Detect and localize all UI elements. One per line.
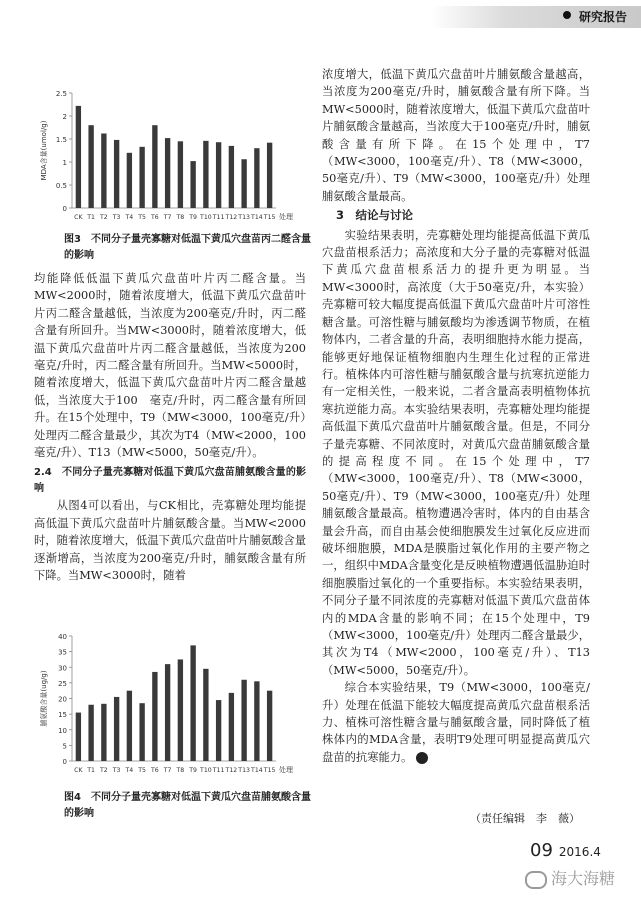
- left-paragraph-2: 从图4可以看出，与CK相比，壳寡糖处理均能提高低温下黄瓜穴盘苗叶片脯氨酸含量。当MW<2000时，随着浓度增大，低温下黄瓜穴盘苗叶片脯氨酸含量逐渐增高，当浓度为200毫克/升时，脯氨酸含量有所下降。当MW<3000时，随着: [34, 499, 306, 583]
- right-paragraph-1: 浓度增大，低温下黄瓜穴盘苗叶片脯氨酸含量越高，当浓度为200毫克/升时，脯氨酸含量有所下降。当MW<5000时，随着浓度增大，低温下黄瓜穴盘苗叶片脯氨酸含量越高，当浓度大于100毫克/升时，脯氨酸含量有所下降。在15个处理中，T7（MW<3000，100毫克/升）、T8（MW<3000，50毫克/升）、T9（MW<3000，100毫克/升）处理脯氨酸含量最高。: [322, 68, 590, 203]
- left-paragraph-1: 均能降低低温下黄瓜穴盘苗叶片丙二醛含量。当MW<2000时，随着浓度增大，低温下黄瓜穴盘苗叶片丙二醛含量越低，当浓度为200毫克/升时，丙二醛含量有所回升。当MW<3000时，随着浓度增大，低温下黄瓜穴盘苗叶片丙二醛含量越低，当浓度为200 毫克/升时，丙二醛含量有所回升。当MW<5000时，随着浓度增大，低温下黄瓜穴盘苗叶片丙二醛含量越低，当浓度大于100 毫克/升时，丙二醛含量有所回升。在15个处理中，T9（MW<3000，100毫克/升）处理丙二醛含量最少，其次为T4（MW<2000，100毫克/升）、T13（MW<5000，50毫克/升）。: [34, 272, 318, 460]
- fig3-x-tick-label: T2: [100, 214, 108, 221]
- fig4-y-tick-label: 35: [58, 648, 67, 657]
- fig4-x-tick-label: T5: [138, 767, 146, 774]
- header-bullet-icon: [563, 11, 571, 19]
- fig3-bar-T3: [114, 140, 119, 208]
- fig3-x-axis-label: 处理: [279, 213, 293, 221]
- fig3-x-tick-label: T13: [238, 214, 250, 221]
- figure-3: [34, 85, 304, 234]
- watermark: [525, 866, 615, 889]
- page-footer: [530, 840, 601, 861]
- fig3-bar-T12: [229, 146, 234, 208]
- fig3-x-tick-label: T1: [87, 214, 95, 221]
- fig3-x-tick-label: CK: [74, 214, 83, 221]
- fig4-x-tick-label: T4: [125, 767, 134, 774]
- fig4-bar-T12: [229, 693, 234, 761]
- fig3-y-axis-label: MDA含量(umol/g): [40, 120, 48, 181]
- fig4-y-tick-label: 30: [58, 664, 67, 673]
- fig4-bar-T7: [165, 664, 170, 761]
- fig4-bar-T15: [267, 691, 272, 761]
- figure-3-chart: [34, 85, 304, 230]
- fig4-x-tick-label: T15: [263, 767, 276, 774]
- fig4-y-tick-label: 10: [58, 726, 67, 735]
- fig3-y-tick-label: 2: [62, 113, 67, 121]
- fig4-x-tick-label: T7: [163, 767, 172, 774]
- fig4-y-tick-label: 20: [58, 695, 67, 704]
- fig4-x-tick-label: T11: [212, 767, 225, 774]
- figure-4-caption: [64, 790, 314, 822]
- fig4-y-tick-label: 0: [62, 758, 67, 766]
- fig4-x-tick-label: CK: [74, 767, 83, 774]
- fig3-bar-CK: [76, 106, 81, 208]
- fig3-x-tick-label: T9: [189, 214, 197, 221]
- fig4-bar-T8: [178, 659, 183, 761]
- fig4-bar-T5: [139, 703, 144, 761]
- fig3-bar-T9: [190, 161, 195, 208]
- fig3-x-tick-label: T7: [163, 214, 172, 221]
- fig4-bar-T9: [190, 645, 195, 761]
- right-column: [322, 66, 590, 766]
- fig4-y-tick-label: 15: [58, 711, 67, 720]
- fig4-x-tick-label: T14: [251, 767, 263, 774]
- issue-date: 2016.4: [558, 845, 601, 859]
- end-mark-icon: N: [416, 752, 428, 764]
- fig3-x-tick-label: T10: [200, 214, 212, 221]
- fig3-bar-T2: [101, 133, 106, 208]
- fig3-x-tick-label: T11: [212, 214, 225, 221]
- fig4-x-tick-label: T12: [225, 767, 238, 774]
- fig3-y-tick-label: 0.5: [55, 182, 67, 190]
- fig4-bar-T3: [114, 697, 119, 761]
- figure-3-number: 图3: [64, 234, 81, 245]
- right-paragraph-3-text: 综合本实验结果，T9（MW<3000，100毫克/升）处理在低温下能较大幅度提高黄瓜穴盘苗根系活力、植株可溶性糖含量与脯氨酸含量，同时降低了植株体内的MDA含量，表明T9处理可明显提高黄瓜穴盘苗的抗寒能力。: [322, 681, 590, 764]
- fig4-x-tick-label: T10: [200, 767, 212, 774]
- fig3-x-tick-label: T3: [112, 214, 121, 221]
- fig3-x-tick-label: T4: [125, 214, 134, 221]
- page-number: 09: [530, 840, 553, 861]
- fig3-bar-T4: [127, 153, 132, 208]
- right-paragraph-2: 实验结果表明，壳寡糖处理均能提高低温下黄瓜穴盘苗根系活力；高浓度和大分子量的壳寡糖对低温下黄瓜穴盘苗根系活力的提升更为明显。当MW<3000时，高浓度（大于50毫克/升，本实验）壳寡糖可较大幅度提高低温下黄瓜穴盘苗叶片可溶性糖含量。可溶性糖与脯氨酸均为渗透调节物质，在植物体内，二者含量的升高，表明细胞持水能力提高，能够更好地保证植物细胞内生理生化过程的正常进行。植株体内可溶性糖与脯氨酸含量与抗寒抗逆能力有一定相关性，一般来说，二者含量高表明植物体抗寒抗逆能力高。本实验结果表明，壳寡糖处理均能提高低温下黄瓜穴盘苗叶片脯氨酸含量。但是，不同分子量壳寡糖、不同浓度时，对黄瓜穴盘苗脯氨酸含量的提高程度不同。在15个处理中，T7（MW<3000，100毫克/升）、T8（MW<3000，50毫克/升）、T9（MW<3000，100毫克/升）处理脯氨酸含量最高。植物遭遇冷害时，体内的自由基含量会升高，而自由基会使细胞膜发生过氧化反应进而破坏细胞膜，MDA是膜脂过氧化作用的主要产物之一，组织中MDA含量变化是反映植物遭遇低温胁迫时细胞膜脂过氧化的一个重要指标。本实验结果表明，不同分子量不同浓度的壳寡糖对低温下黄瓜穴盘苗体内的MDA含量的影响不同；在15个处理中，T9（MW<3000，100毫克/升）处理丙二醛含量最少，其次为T4（MW<2000，100毫克/升）、T13（MW<5000，50毫克/升）。: [322, 228, 590, 677]
- fig3-bar-T6: [152, 125, 157, 208]
- fig3-x-tick-label: T14: [251, 214, 263, 221]
- left-column: [34, 270, 318, 585]
- fig4-x-tick-label: T13: [238, 767, 250, 774]
- figure-3-caption: [64, 232, 314, 264]
- fig3-y-tick-label: 1.5: [55, 136, 67, 144]
- figure-4-chart: [34, 628, 304, 783]
- page-header: [0, 0, 641, 36]
- fig4-x-tick-label: T6: [151, 767, 159, 774]
- subsection-heading-2-4: 2.4 不同分子量壳寡糖对低温下黄瓜穴盘苗脯氨酸含量的影响: [34, 467, 306, 495]
- section-heading-3: 3 结论与讨论: [336, 208, 414, 223]
- editor-credit: （责任编辑 李 薇）: [470, 812, 580, 825]
- fig3-bar-T5: [139, 147, 144, 208]
- fig3-bar-T8: [178, 141, 183, 208]
- figure-4: [34, 628, 304, 787]
- fig3-bar-T15: [267, 143, 272, 208]
- figure-4-caption-text: 不同分子量壳寡糖对低温下黄瓜穴盘苗脯氨酸含量的影响: [64, 792, 311, 819]
- fig3-bar-T13: [241, 159, 246, 208]
- fig4-bar-T14: [254, 681, 259, 761]
- fig4-x-tick-label: T9: [189, 767, 197, 774]
- figure-4-number: 图4: [64, 792, 81, 803]
- section-title: 研究报告: [578, 10, 627, 24]
- fig3-x-tick-label: T5: [138, 214, 146, 221]
- fig3-x-tick-label: T8: [176, 214, 185, 221]
- fig4-y-tick-label: 5: [62, 742, 67, 751]
- right-paragraph-3: [322, 679, 590, 766]
- fig3-y-tick-label: 0: [62, 205, 67, 213]
- fig4-bar-T11: [216, 700, 221, 761]
- fig4-y-tick-label: 25: [58, 679, 67, 688]
- figure-3-caption-text: 不同分子量壳寡糖对低温下黄瓜穴盘苗丙二醛含量的影响: [64, 234, 311, 261]
- fig3-bar-T7: [165, 138, 170, 208]
- fig3-bar-T11: [216, 142, 221, 208]
- fig4-bar-CK: [76, 713, 81, 761]
- fig4-bar-T10: [203, 669, 208, 761]
- fig4-x-tick-label: T1: [87, 767, 95, 774]
- fig4-x-tick-label: T2: [100, 767, 108, 774]
- fig3-x-tick-label: T15: [263, 214, 276, 221]
- fig4-y-axis-label: 脯氨酸含量(ug/g): [40, 670, 48, 727]
- fig4-y-tick-label: 40: [58, 633, 67, 641]
- fig3-x-tick-label: T12: [225, 214, 238, 221]
- fig4-x-axis-label: 处理: [279, 766, 293, 774]
- fig3-bar-T14: [254, 148, 259, 208]
- fig3-y-tick-label: 2.5: [55, 90, 67, 98]
- fig4-bar-T4: [127, 691, 132, 761]
- fig3-y-tick-label: 1: [62, 159, 67, 167]
- fig3-x-tick-label: T6: [151, 214, 159, 221]
- fig4-x-tick-label: T3: [112, 767, 121, 774]
- fig4-bar-T2: [101, 704, 106, 761]
- fig4-bar-T13: [241, 680, 246, 761]
- fig4-x-tick-label: T8: [176, 767, 185, 774]
- fig3-bar-T10: [203, 141, 208, 208]
- fig4-bar-T1: [88, 705, 93, 761]
- wechat-icon: [525, 871, 547, 889]
- watermark-text: 海大海糖: [551, 869, 616, 888]
- fig4-bar-T6: [152, 672, 157, 761]
- fig3-bar-T1: [88, 125, 93, 208]
